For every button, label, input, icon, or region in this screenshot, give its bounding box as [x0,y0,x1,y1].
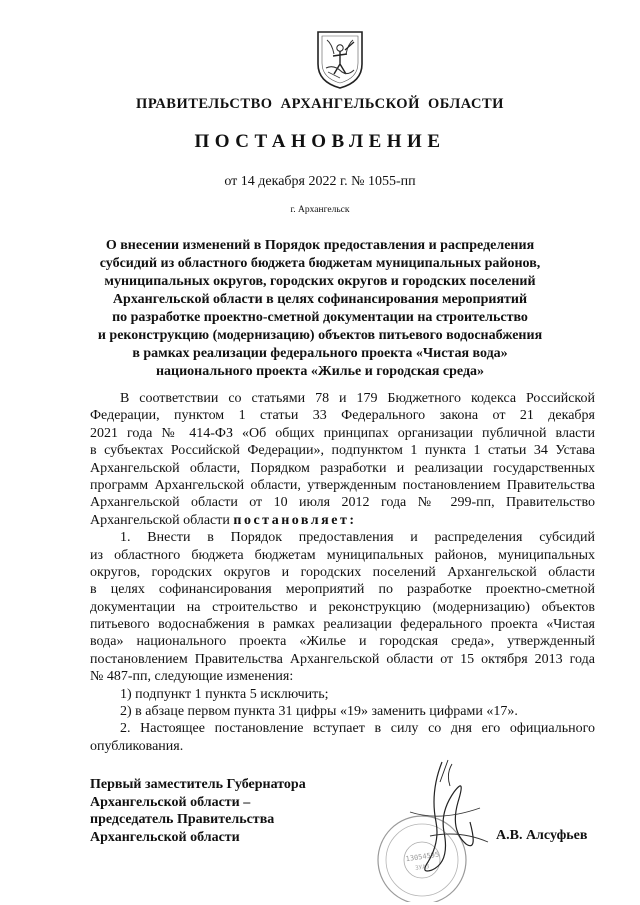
svg-text:ЗУАЗ: ЗУАЗ [414,863,430,873]
svg-text:13054595: 13054595 [405,850,440,864]
document-subject [60,237,580,381]
arkhangelsk-coat-of-arms-icon [314,28,366,90]
subject-line: О внесении изменений в Порядок предоставления и распределения [105,238,535,253]
body-line: В соответствии со статьями 78 и 179 Бюджетного кодекса Российской [120,391,595,406]
document-body [90,390,595,755]
official-seal-stamp-icon [378,816,466,902]
body-line: документации на строительство и реконструкцию (модернизацию) объектов [90,599,595,615]
subitem-1: 1) подпункт 1 пункта 5 исключить; [120,686,329,702]
resolves-word: постановляет [233,512,350,528]
subitem-2: 2) в абзаце первом пункта 31 цифры «19» заменить цифрами «17». [120,704,518,720]
signer-position-line: Архангельской области [90,829,240,845]
signer-position-line: Первый заместитель Губернатора [90,777,306,792]
subject-line: и реконструкцию (модернизацию) объектов питьевого водоснабжения [97,328,543,343]
signer-position-line: Архангельской области – [90,794,251,810]
body-line: Архангельской области от 10 июля 2012 года № 299-пп, Правительство [90,495,595,511]
body-line: 2021 года № 414-ФЗ «Об общих принципах организации публичной власти [90,425,595,441]
body-line: в субъектах Российской Федерации», подпунктом 1 пункта 1 статьи 34 Устава [90,443,595,459]
signature-and-stamp [370,752,510,902]
body-line: программ Архангельской области, утвержденным постановлением Правительства [90,477,595,493]
subject-line: по разработке проектно-сметной документации на строительство [112,310,528,325]
body-line: постановлением Правительства Архангельской области от 15 октября 2013 года [90,651,595,667]
body-line: Архангельской области, Порядком разработки и реализации государственных [90,460,595,476]
government-title: ПРАВИТЕЛЬСТВО АРХАНГЕЛЬСКОЙ ОБЛАСТИ [136,96,504,112]
body-line: в целях софинансирования мероприятий по разработке проектно-сметной [90,582,595,598]
body-line: из областного бюджета бюджетам муниципальных районов, муниципальных [90,547,595,563]
subject-line: в рамках реализации федерального проекта «Чистая вода» [132,346,508,361]
body-line: опубликования. [90,738,184,754]
body-line: 2. Настоящее постановление вступает в силу со дня его официального [120,721,595,737]
body-line: округов, городских округов и городских поселений Архангельской области [90,564,595,580]
body-line: Федерации, пунктом 1 статьи 33 Федерального закона от 21 декабря [90,408,595,424]
subject-line: субсидий из областного бюджета бюджетам муниципальных районов, [99,256,541,271]
signer-position [90,776,306,846]
subject-line: национального проекта «Жилье и городская среда» [155,364,485,379]
subject-line: муниципальных округов, городских округов и городских поселений [104,274,536,289]
body-line: 1. Внести в Порядок предоставления и распределения субсидий [120,530,595,546]
city-name: г. Архангельск [290,205,350,215]
body-line: вода» национального проекта «Жилье и городская среда», утвержденный [90,634,595,650]
signer-position-line: председатель Правительства [90,812,275,827]
body-line: № 487-пп, следующие изменения: [90,669,294,685]
date-and-number: от 14 декабря 2022 г. № 1055-пп [224,174,416,189]
subject-line: Архангельской области в целях софинансирования мероприятий [112,292,528,307]
document-type-title: ПОСТАНОВЛЕНИЕ [194,131,446,152]
resolves-colon: : [349,512,354,528]
body-line: питьевого водоснабжения в рамках реализации федерального проекта «Чистая [90,617,595,633]
body-line-resolves [90,512,595,529]
signer-name: А.В. Алсуфьев [496,828,588,843]
body-line-text: Архангельской области [90,512,230,528]
